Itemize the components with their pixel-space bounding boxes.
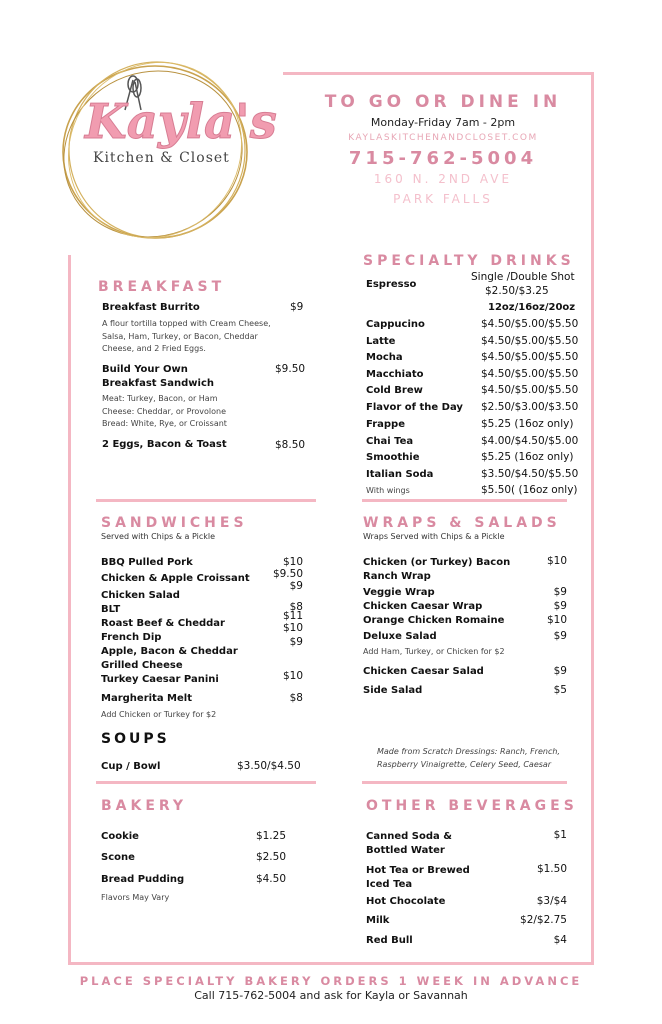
- eggs-bacon-toast-name: 2 Eggs, Bacon & Toast: [102, 439, 227, 450]
- breakfast-burrito-price: $9: [290, 301, 304, 313]
- drink-item-1-name: Latte: [366, 336, 396, 347]
- sandwich-item-9-price: $8: [289, 692, 303, 704]
- eggs-bacon-toast-price: $8.50: [275, 439, 306, 451]
- beverage-item-1-name: Hot Tea or Brewed Iced Tea: [366, 865, 470, 890]
- sandwich-item-2-price: $9: [289, 580, 303, 592]
- specialty-drinks-heading: SPECIALTY DRINKS: [363, 253, 575, 269]
- drink-item-7-name: Chai Tea: [366, 436, 414, 447]
- bakery-heading: BAKERY: [101, 798, 188, 814]
- soups-heading: SOUPS: [101, 731, 170, 747]
- sandwich-item-3-name: BLT: [101, 604, 121, 615]
- sandwich-item-0-name: BBQ Pulled Pork: [101, 557, 193, 568]
- footer-note: Call 715-762-5004 and ask for Kayla or Savannah: [194, 989, 468, 1002]
- wrap-item-0-name: Chicken (or Turkey) Bacon Ranch Wrap: [363, 557, 511, 582]
- sandwich-item-9-name: Margherita Melt: [101, 693, 193, 704]
- beverage-item-0-name: Canned Soda & Bottled Water: [366, 831, 452, 856]
- sandwich-item-7-name: Grilled Cheese: [101, 660, 183, 671]
- divider-left-2: [96, 781, 316, 784]
- sandwiches-subtitle: Served with Chips & a Pickle: [101, 532, 216, 541]
- drink-item-0-name: Cappucino: [366, 319, 425, 330]
- sandwich-item-5-name: French Dip: [101, 632, 162, 643]
- dressings-note: Made from Scratch Dressings: Ranch, French, Raspberry Vinaigrette, Celery Seed, Caesar: [377, 747, 560, 769]
- divider-left-1: [96, 499, 316, 502]
- sandwich-item-4-name: Roast Beef & Cheddar: [101, 618, 225, 629]
- divider-right-2: [362, 781, 567, 784]
- wraps-subtitle: Wraps Served with Chips & a Pickle: [363, 532, 505, 541]
- footer-headline: PLACE SPECIALTY BAKERY ORDERS 1 WEEK IN ADVANCE: [79, 974, 583, 988]
- bakery-item-2-price: $4.50: [255, 873, 286, 885]
- wrap-item-4-name: Deluxe Salad: [363, 631, 437, 642]
- beverage-item-2-price: $3/$4: [536, 895, 567, 907]
- header-title: TO GO OR DINE IN: [324, 92, 562, 112]
- wraps-salads-heading: WRAPS & SALADS: [363, 515, 561, 531]
- bakery-note: Flavors May Vary: [101, 893, 170, 902]
- header-address-line2: PARK FALLS: [393, 192, 493, 206]
- sandwich-item-1-price: $9.50: [272, 568, 303, 580]
- wrap-item-3-name: Orange Chicken Romaine: [363, 615, 505, 626]
- wrap-item-1-name: Veggie Wrap: [363, 587, 435, 598]
- frame-left-border: [68, 255, 71, 965]
- frame-right-border: [591, 72, 594, 965]
- wrap-item-4-price: $9: [553, 630, 567, 642]
- sandwich-item-1-name: Chicken & Apple Croissant: [101, 573, 250, 584]
- wrap-item-6-price: $5: [553, 684, 567, 696]
- drink-item-8-price: $5.25 (16oz only): [481, 451, 574, 463]
- beverage-item-0-price: $1: [553, 829, 567, 841]
- header-website[interactable]: KAYLASKITCHENANDCLOSET.COM: [348, 133, 538, 143]
- build-sandwich-price: $9.50: [275, 363, 306, 375]
- drink-item-6-name: Frappe: [366, 419, 405, 430]
- bakery-item-0-name: Cookie: [101, 831, 139, 842]
- sandwich-item-6-name: Apple, Bacon & Cheddar: [101, 646, 238, 657]
- frame-top-border: [283, 72, 594, 75]
- bakery-item-0-price: $1.25: [255, 830, 286, 842]
- beverage-item-1-price: $1.50: [536, 863, 567, 875]
- drink-sizes: 12oz/16oz/20oz: [488, 302, 576, 313]
- beverage-item-2-name: Hot Chocolate: [366, 896, 446, 907]
- bakery-item-1-price: $2.50: [255, 851, 286, 863]
- drink-item-8-name: Smoothie: [366, 452, 420, 463]
- espresso-label: Single /Double Shot: [471, 271, 575, 283]
- drink-item-2-price: $4.50/$5.00/$5.50: [481, 351, 579, 363]
- header-address-line1: 160 N. 2ND AVE: [373, 172, 513, 186]
- build-sandwich-desc: Meat: Turkey, Bacon, or Ham Cheese: Cheddar, or Provolone Bread: White, Rye, or Croissant: [102, 394, 227, 428]
- deluxe-salad-note: Add Ham, Turkey, or Chicken for $2: [363, 647, 505, 656]
- bakery-item-2-name: Bread Pudding: [101, 874, 185, 885]
- wrap-item-3-price: $10: [546, 614, 567, 626]
- logo-subtitle: Kitchen & Closet: [93, 150, 230, 166]
- espresso-name: Espresso: [366, 279, 417, 290]
- sandwich-item-8-price: $10: [282, 670, 303, 682]
- wrap-item-1-price: $9: [553, 586, 567, 598]
- wrap-item-6-name: Side Salad: [363, 685, 423, 696]
- breakfast-heading: BREAKFAST: [98, 279, 226, 295]
- wrap-item-5-name: Chicken Caesar Salad: [363, 666, 484, 677]
- build-sandwich-name: Build Your Own Breakfast Sandwich: [102, 364, 214, 389]
- soup-item-name: Cup / Bowl: [101, 761, 161, 772]
- drink-item-7-price: $4.00/$4.50/$5.00: [481, 435, 579, 447]
- drink-item-10-name: With wings: [366, 486, 410, 495]
- drink-item-5-name: Flavor of the Day: [366, 402, 463, 413]
- header-phone[interactable]: 715-762-5004: [348, 148, 538, 169]
- sandwich-item-3-price: $8: [289, 601, 303, 613]
- breakfast-burrito-desc: A flour tortilla topped with Cream Cheese, Salsa, Ham, Turkey, or Bacon, Cheddar Cheese, and 2 Fried Eggs.: [102, 319, 271, 353]
- sandwich-item-5-price: $10: [282, 622, 303, 634]
- drink-item-3-name: Macchiato: [366, 369, 424, 380]
- drink-item-3-price: $4.50/$5.00/$5.50: [481, 368, 579, 380]
- frame-bottom-border: [68, 962, 594, 965]
- espresso-price: $2.50/$3.25: [485, 285, 549, 297]
- beverage-item-3-name: Milk: [366, 915, 390, 926]
- drink-item-4-name: Cold Brew: [366, 385, 423, 396]
- wrap-item-0-price: $10: [546, 555, 567, 567]
- logo-name: Kayla's: [85, 94, 277, 150]
- drink-item-2-name: Mocha: [366, 352, 403, 363]
- drink-item-9-name: Italian Soda: [366, 469, 434, 480]
- other-beverages-heading: OTHER BEVERAGES: [366, 798, 578, 814]
- breakfast-burrito-name: Breakfast Burrito: [102, 302, 200, 313]
- sandwich-item-8-name: Turkey Caesar Panini: [101, 674, 219, 685]
- sandwich-item-0-price: $10: [282, 556, 303, 568]
- beverage-item-4-price: $4: [553, 934, 567, 946]
- beverage-item-3-price: $2/$2.75: [520, 914, 567, 926]
- divider-right-1: [362, 499, 567, 502]
- drink-item-10-price: $5.50( (16oz only): [481, 484, 578, 496]
- sandwich-item-2-name: Chicken Salad: [101, 590, 180, 601]
- drink-item-5-price: $2.50/$3.00/$3.50: [481, 401, 579, 413]
- beverage-item-4-name: Red Bull: [366, 935, 413, 946]
- bakery-item-1-name: Scone: [101, 852, 135, 863]
- wrap-item-2-price: $9: [553, 600, 567, 612]
- wrap-item-2-name: Chicken Caesar Wrap: [363, 601, 483, 612]
- sandwich-add-note: Add Chicken or Turkey for $2: [101, 710, 217, 719]
- header-hours: Monday-Friday 7am - 2pm: [370, 116, 516, 129]
- sandwich-item-6-price: $9: [289, 636, 303, 648]
- drink-item-1-price: $4.50/$5.00/$5.50: [481, 335, 579, 347]
- drink-item-4-price: $4.50/$5.00/$5.50: [481, 384, 579, 396]
- wrap-item-5-price: $9: [553, 665, 567, 677]
- soup-item-price: $3.50/$4.50: [237, 760, 301, 772]
- drink-item-0-price: $4.50/$5.00/$5.50: [481, 318, 579, 330]
- sandwich-item-4-price: $11: [282, 610, 303, 622]
- drink-item-9-price: $3.50/$4.50/$5.50: [481, 468, 579, 480]
- sandwiches-heading: SANDWICHES: [101, 515, 248, 531]
- logo: [55, 58, 277, 246]
- drink-item-6-price: $5.25 (16oz only): [481, 418, 574, 430]
